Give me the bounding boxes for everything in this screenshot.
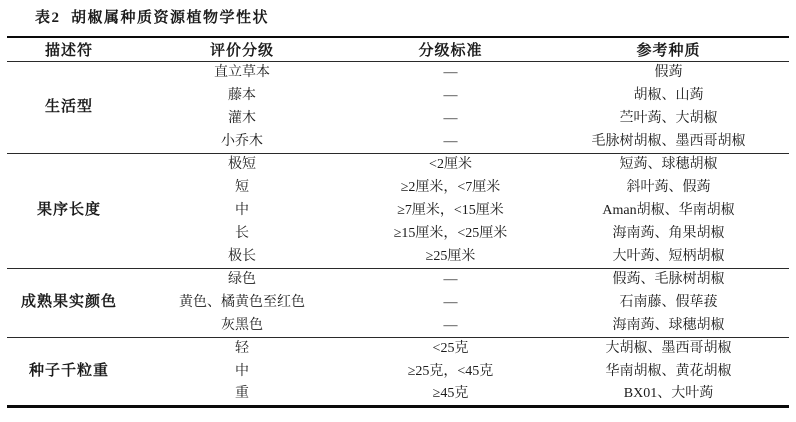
grade-cell: 重 xyxy=(235,386,249,402)
reference-cell: 假蒟、毛脉树胡椒 xyxy=(612,272,725,288)
germplasm-traits-table xyxy=(7,36,789,408)
table-row xyxy=(7,337,789,360)
reference-cell: 华南胡椒、黄花胡椒 xyxy=(605,363,732,379)
standard-cell: — xyxy=(443,317,458,333)
standard-cell: — xyxy=(443,294,458,310)
descriptor-cell: 成熟果实颜色 xyxy=(20,294,117,311)
reference-cell: 短蒟、球穗胡椒 xyxy=(619,157,718,173)
table-header-row xyxy=(7,37,789,61)
reference-cell: 毛脉树胡椒、墨西哥胡椒 xyxy=(591,133,746,149)
reference-cell: 大叶蒟、短柄胡椒 xyxy=(612,248,725,264)
header-grade: 评价分级 xyxy=(131,37,353,61)
reference-cell: Aman胡椒、华南胡椒 xyxy=(602,202,735,218)
grade-cell: 藤本 xyxy=(228,87,256,103)
standard-cell: ≥7厘米，<15厘米 xyxy=(397,202,504,218)
reference-cell: BX01、大叶蒟 xyxy=(623,386,714,402)
standard-cell: — xyxy=(443,110,458,126)
reference-cell: 胡椒、山蒟 xyxy=(633,87,704,103)
grade-cell: 绿色 xyxy=(228,272,256,288)
standard-cell: <25克 xyxy=(432,341,469,357)
section-thousand-seed-weight xyxy=(7,337,789,406)
standard-cell: — xyxy=(443,87,458,103)
descriptor-cell: 种子千粒重 xyxy=(28,362,109,379)
grade-cell: 极短 xyxy=(228,157,256,173)
section-life-form xyxy=(7,61,789,153)
reference-cell: 海南蒟、角果胡椒 xyxy=(612,225,725,241)
standard-cell: — xyxy=(443,272,458,288)
table-caption: 表2 胡椒属种质资源植物学性状 xyxy=(35,10,270,26)
grade-cell: 极长 xyxy=(228,248,256,264)
standard-cell: — xyxy=(443,133,458,149)
reference-cell: 假蒟 xyxy=(654,65,683,81)
reference-cell: 苎叶蒟、大胡椒 xyxy=(619,110,718,126)
header-descriptor: 描述符 xyxy=(7,37,131,61)
table-row xyxy=(7,268,789,291)
standard-cell: ≥45克 xyxy=(432,386,469,402)
section-infructescence-length xyxy=(7,153,789,268)
reference-cell: 海南蒟、球穗胡椒 xyxy=(612,317,725,333)
grade-cell: 直立草本 xyxy=(214,65,270,81)
grade-cell: 中 xyxy=(235,363,249,379)
standard-cell: — xyxy=(443,65,458,81)
grade-cell: 中 xyxy=(235,202,249,218)
grade-cell: 小乔木 xyxy=(221,133,263,149)
descriptor-cell: 生活型 xyxy=(44,98,93,115)
reference-cell: 石南藤、假荜菝 xyxy=(619,294,718,310)
grade-cell: 轻 xyxy=(235,341,249,357)
grade-cell: 长 xyxy=(235,225,249,241)
header-reference: 参考种质 xyxy=(548,37,789,61)
table-row xyxy=(7,61,789,84)
header-standard: 分级标准 xyxy=(353,37,548,61)
grade-cell: 灌木 xyxy=(228,110,256,126)
standard-cell: ≥25厘米 xyxy=(425,248,476,264)
descriptor-cell: 果序长度 xyxy=(36,202,101,219)
reference-cell: 大胡椒、墨西哥胡椒 xyxy=(605,341,732,357)
standard-cell: ≥15厘米，<25厘米 xyxy=(393,225,508,241)
table-row xyxy=(7,153,789,176)
reference-cell: 斜叶蒟、假蒟 xyxy=(626,179,711,195)
grade-cell: 黄色、橘黄色至红色 xyxy=(179,294,305,310)
grade-cell: 短 xyxy=(235,179,249,195)
standard-cell: <2厘米 xyxy=(429,157,472,173)
grade-cell: 灰黑色 xyxy=(221,317,263,333)
section-mature-fruit-color xyxy=(7,268,789,337)
standard-cell: ≥25克，<45克 xyxy=(407,363,494,379)
standard-cell: ≥2厘米，<7厘米 xyxy=(400,179,501,195)
